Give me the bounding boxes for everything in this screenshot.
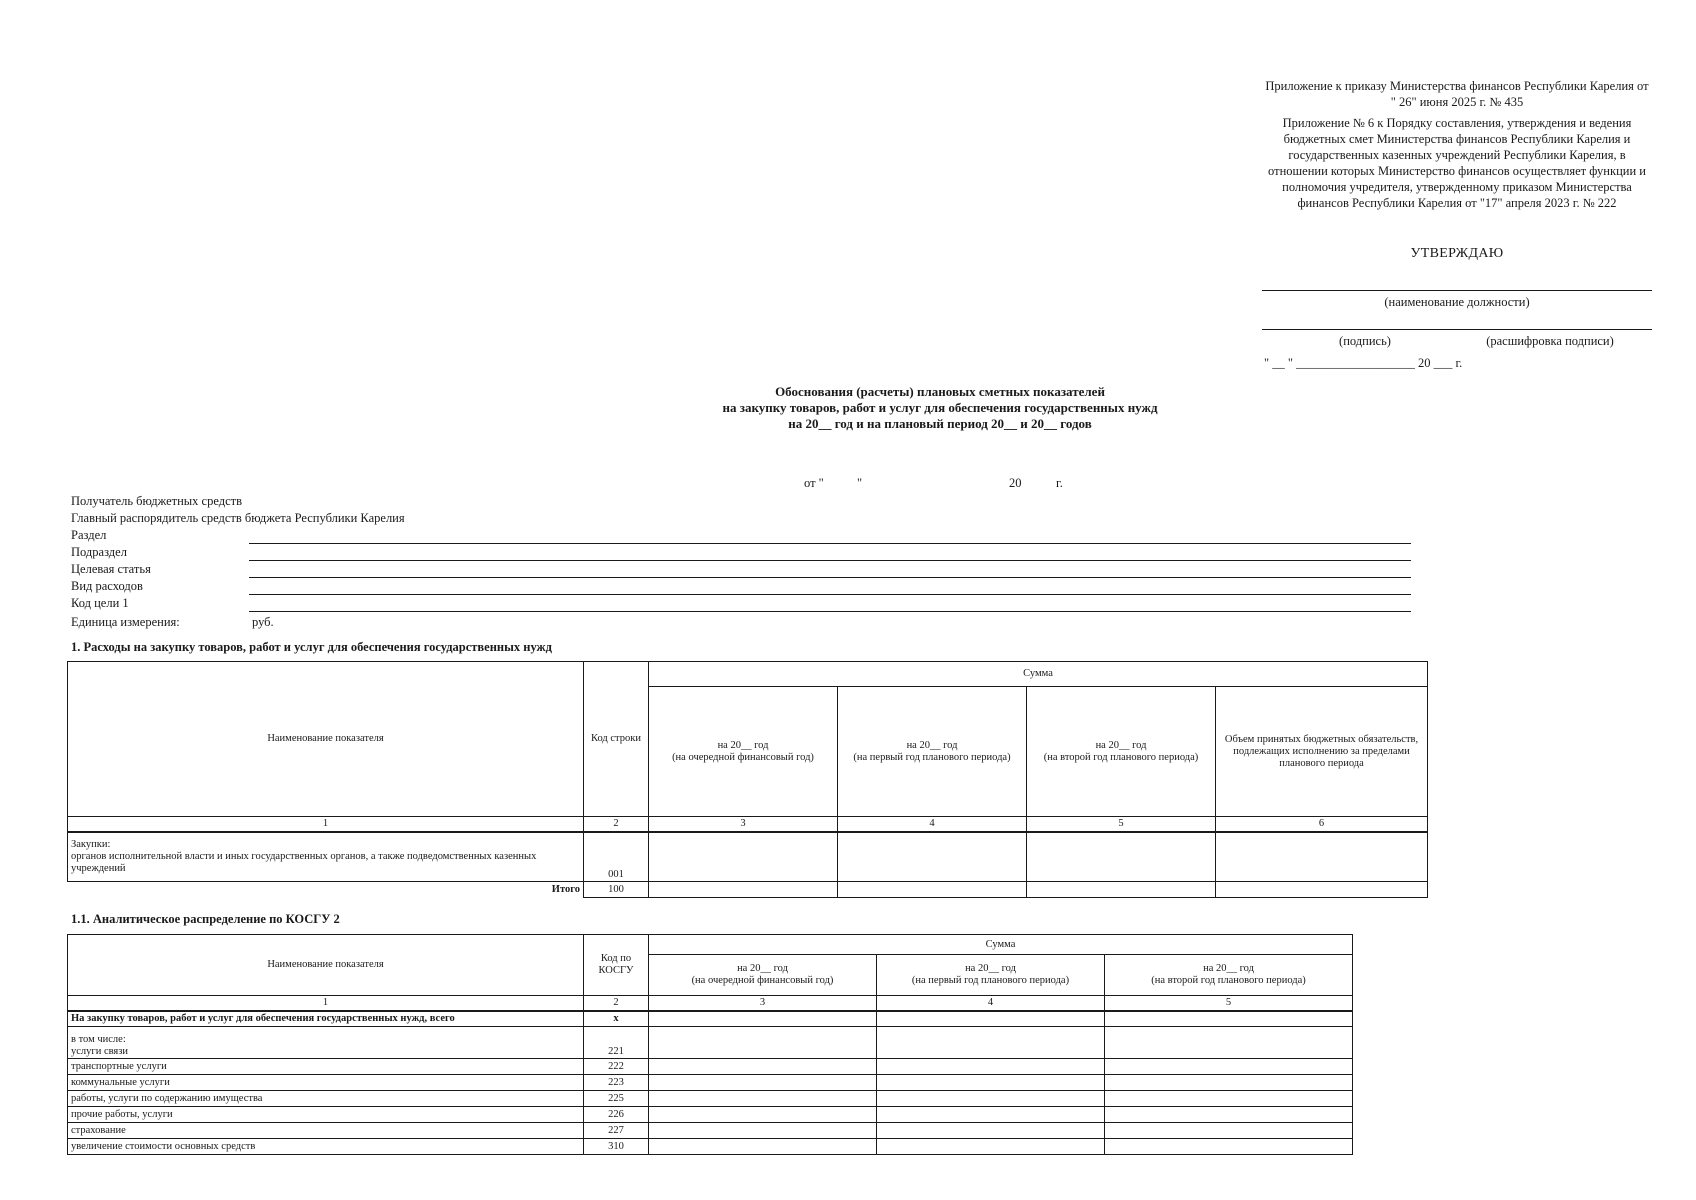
table-row — [68, 1107, 1353, 1123]
column-header-name: Наименование показателя — [68, 935, 584, 996]
table-row — [68, 1123, 1353, 1139]
column-number-row — [68, 996, 1353, 1011]
column-header-sum: Сумма — [649, 935, 1353, 955]
subsection-field-line — [249, 560, 1411, 561]
row-name: коммунальные услуги — [68, 1075, 584, 1091]
row-code: 227 — [584, 1123, 649, 1139]
column-number: 2 — [584, 817, 649, 832]
value-cell — [1105, 1091, 1353, 1107]
column-number-row — [68, 817, 1428, 832]
value-cell — [649, 1027, 877, 1059]
value-cell — [649, 1075, 877, 1091]
column-header-year-2: на 20__ год (на первый год планового периода) — [877, 955, 1105, 996]
approval-title: УТВЕРЖДАЮ — [1410, 246, 1504, 261]
value-cell — [877, 1011, 1105, 1027]
row-name: прочие работы, услуги — [68, 1107, 584, 1123]
total-row — [68, 1011, 1353, 1027]
document-title-line-2: на закупку товаров, работ и услуг для обеспечения государственных нужд — [722, 400, 1158, 415]
signature-decoding-caption: (расшифровка подписи) — [1486, 334, 1614, 348]
total-label: Итого — [68, 882, 584, 898]
target-article-field-line — [249, 577, 1411, 578]
row-name: На закупку товаров, работ и услуг для обеспечения государственных нужд, всего — [68, 1011, 584, 1027]
value-cell — [1105, 1059, 1353, 1075]
row-code: 001 — [584, 832, 649, 882]
value-cell — [877, 1075, 1105, 1091]
date-from-suffix: г. — [1056, 476, 1063, 490]
document-title-line-1: Обоснования (расчеты) плановых сметных показателей — [775, 384, 1105, 399]
column-number: 6 — [1216, 817, 1428, 832]
expense-type-field-line — [249, 594, 1411, 595]
date-from-prefix: от " — [804, 476, 824, 490]
unit-label: Единица измерения: — [71, 615, 180, 629]
column-number: 3 — [649, 996, 877, 1011]
column-header-year-3: на 20__ год (на второй год планового периода) — [1105, 955, 1353, 996]
value-cell — [1216, 832, 1428, 882]
value-cell — [649, 1123, 877, 1139]
column-header-code: Код по КОСГУ — [584, 935, 649, 996]
section1-title: 1. Расходы на закупку товаров, работ и услуг для обеспечения государственных нужд — [71, 640, 552, 654]
date-from-quote: " — [857, 476, 863, 490]
value-cell — [1105, 1027, 1353, 1059]
value-cell — [877, 1091, 1105, 1107]
kosgu-table — [67, 934, 1353, 1155]
column-number: 1 — [68, 817, 584, 832]
column-header-name: Наименование показателя — [68, 662, 584, 817]
row-name — [68, 1027, 584, 1059]
appendix-line-procedure: Приложение № 6 к Порядку составления, утверждения и ведения бюджетных смет Министерства финансов Республики Карелия и государственных казенных учреждений Республики Карелия, в отношении которых Министерство финансов осуществляет функции и полномочия учредителя, утвержденному приказом Министерства финансов Республики Карелия от "17" апреля 2023 г. № 222 — [1268, 116, 1646, 210]
value-cell — [1105, 1011, 1353, 1027]
manager-label: Главный распорядитель средств бюджета Республики Карелия — [71, 511, 405, 525]
appendix-note — [1262, 78, 1652, 211]
column-number: 2 — [584, 996, 649, 1011]
value-cell — [877, 1123, 1105, 1139]
value-cell — [1105, 1123, 1353, 1139]
column-number: 5 — [1105, 996, 1353, 1011]
position-caption: (наименование должности) — [1384, 295, 1530, 309]
column-header-obligations: Объем принятых бюджетных обязательств, подлежащих исполнению за пределами планового периода — [1216, 687, 1428, 817]
subsection-label: Подраздел — [71, 545, 127, 559]
total-row — [68, 882, 1428, 898]
value-cell — [1216, 882, 1428, 898]
including-label: в том числе: — [71, 1034, 126, 1045]
section-label: Раздел — [71, 528, 107, 542]
goal-code-field-line — [249, 611, 1411, 612]
row-code: 221 — [584, 1027, 649, 1059]
goal-code-label: Код цели 1 — [71, 596, 129, 610]
value-cell — [1105, 1075, 1353, 1091]
value-cell — [1105, 1139, 1353, 1155]
row-name: страхование — [68, 1123, 584, 1139]
document-title — [640, 384, 1240, 432]
column-number: 5 — [1027, 817, 1216, 832]
row-code: 223 — [584, 1075, 649, 1091]
row-code: 310 — [584, 1139, 649, 1155]
column-header-year-1: на 20__ год (на очередной финансовый год) — [649, 955, 877, 996]
expenses-table — [67, 661, 1428, 898]
table-row — [68, 1027, 1353, 1059]
column-number: 1 — [68, 996, 584, 1011]
row-code: 222 — [584, 1059, 649, 1075]
column-number: 4 — [877, 996, 1105, 1011]
row-name: транспортные услуги — [68, 1059, 584, 1075]
approval-date: " __ " ___________________ 20 ___ г. — [1264, 356, 1463, 370]
section-field-line — [249, 543, 1411, 544]
value-cell — [877, 1027, 1105, 1059]
recipient-label: Получатель бюджетных средств — [71, 494, 243, 508]
row-code: 225 — [584, 1091, 649, 1107]
value-cell — [877, 1139, 1105, 1155]
row-name: увеличение стоимости основных средств — [68, 1139, 584, 1155]
table-row — [68, 1075, 1353, 1091]
column-header-year-3: на 20__ год (на второй год планового периода) — [1027, 687, 1216, 817]
value-cell — [838, 882, 1027, 898]
signature-line — [1262, 329, 1652, 330]
document-title-line-3: на 20__ год и на плановый период 20__ и 20__ годов — [788, 416, 1092, 431]
row-name: работы, услуги по содержанию имущества — [68, 1091, 584, 1107]
value-cell — [1027, 832, 1216, 882]
signature-caption: (подпись) — [1339, 334, 1391, 348]
row-name: Закупки: органов исполнительной власти и иных государственных органов, а также подведомственных казенных учреждений — [68, 832, 584, 882]
expense-type-label: Вид расходов — [71, 579, 143, 593]
value-cell — [1027, 882, 1216, 898]
table-row — [68, 1059, 1353, 1075]
row-code: х — [584, 1011, 649, 1027]
table-row — [68, 832, 1428, 882]
row-code: 226 — [584, 1107, 649, 1123]
value-cell — [649, 832, 838, 882]
column-number: 4 — [838, 817, 1027, 832]
unit-value: руб. — [252, 615, 274, 629]
value-cell — [649, 882, 838, 898]
value-cell — [649, 1139, 877, 1155]
value-cell — [649, 1107, 877, 1123]
section11-title: 1.1. Аналитическое распределение по КОСГУ 2 — [71, 912, 340, 926]
position-line — [1262, 290, 1652, 291]
value-cell — [649, 1011, 877, 1027]
table-row — [68, 1139, 1353, 1155]
value-cell — [649, 1091, 877, 1107]
date-from-year: 20 — [1009, 476, 1022, 490]
total-code: 100 — [584, 882, 649, 898]
value-cell — [838, 832, 1027, 882]
value-cell — [877, 1107, 1105, 1123]
target-article-label: Целевая статья — [71, 562, 151, 576]
value-cell — [877, 1059, 1105, 1075]
value-cell — [1105, 1107, 1353, 1123]
column-header-sum: Сумма — [649, 662, 1428, 687]
column-header-code: Код строки — [584, 662, 649, 817]
row-name-text: услуги связи — [71, 1046, 129, 1057]
column-header-year-1: на 20__ год (на очередной финансовый год) — [649, 687, 838, 817]
value-cell — [649, 1059, 877, 1075]
table-row — [68, 1091, 1353, 1107]
appendix-line-order: Приложение к приказу Министерства финансов Республики Карелия от " 26" июня 2025 г. № 435 — [1265, 79, 1649, 109]
column-header-year-2: на 20__ год (на первый год планового периода) — [838, 687, 1027, 817]
column-number: 3 — [649, 817, 838, 832]
